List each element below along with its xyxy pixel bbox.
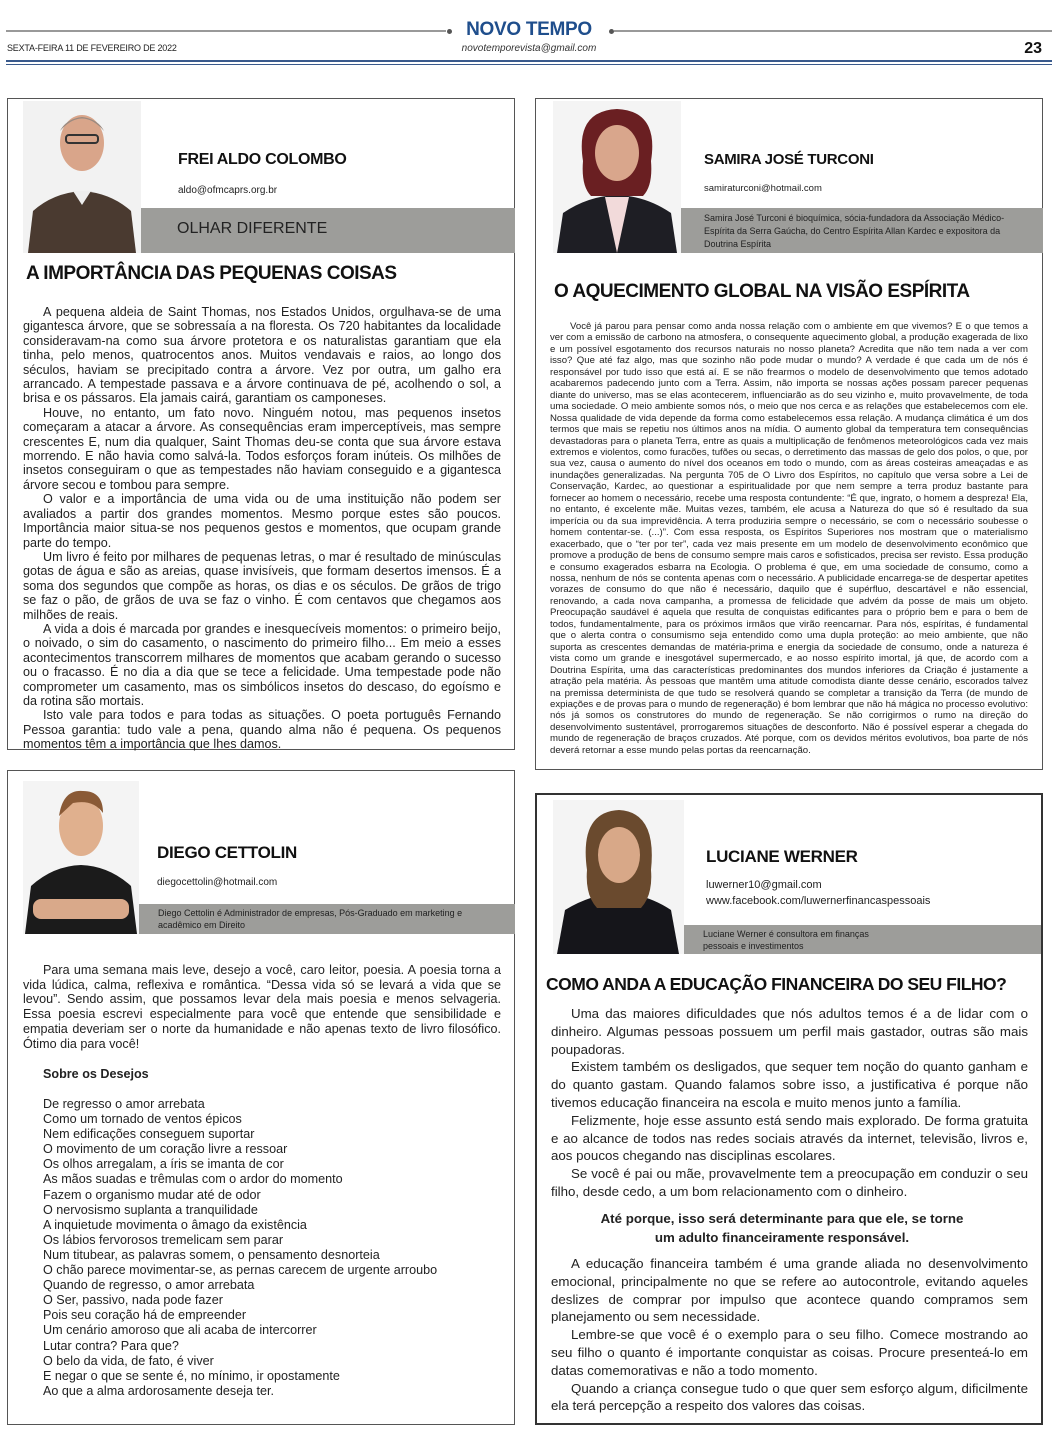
author-email[interactable]: aldo@ofmcaprs.org.br xyxy=(178,185,278,196)
headline: A IMPORTÂNCIA DAS PEQUENAS COISAS xyxy=(26,263,397,284)
poem-line: Como um tornado de ventos épicos xyxy=(43,1112,242,1127)
article-intro xyxy=(23,963,501,1051)
pull-quote: Até porque, isso será determinante para que ele, se torne um adulto financeiramente responsável. xyxy=(600,1211,964,1245)
article-samira xyxy=(535,98,1043,770)
issue-date: SEXTA-FEIRA 11 DE FEVEREIRO DE 2022 xyxy=(7,43,177,53)
man-portrait-icon xyxy=(23,781,139,934)
poem-line: Ao que a alma ardorosamente deseja ter. xyxy=(43,1383,275,1398)
bio-bar xyxy=(138,904,515,934)
author-name: SAMIRA JOSÉ TURCONI xyxy=(704,151,874,168)
poem-line: Quando de regresso, o amor arrebata xyxy=(43,1278,255,1293)
poem-line: O movimento de um coração livre a ressoar xyxy=(43,1142,288,1157)
poem xyxy=(43,1097,503,1399)
author-bio: Samira José Turconi é bioquímica, sócia-fundadora da Associação Médico-Espírita da Serra Gaúcha, do Centro Espírita Allan Kardec e expositora da Doutrina Espírita xyxy=(704,213,1005,249)
paragraph: Se você é pai ou mãe, provavelmente tem a preocupação em conduzir o seu filho, desde cedo, a um bom relacionamento com o dinheiro. xyxy=(551,1166,1028,1199)
header-double-rule xyxy=(6,60,1052,65)
column-name: OLHAR DIFERENTE xyxy=(177,220,328,237)
paragraph: Lembre-se que você é o exemplo para o seu filho. Comece mostrando ao seu filho o quanto é importante conquistar as coisas. Procure presenteá-lo em datas comemorativas e não a todo momento. xyxy=(551,1327,1028,1378)
paragraph: A educação financeira também é uma grande aliada no desenvolvimento emocional, principalmente no que se refere ao autocontrole, evitando aqueles deslizes de comprar por impulso que acontece quando compramos sem planejamento ou sem necessidade. xyxy=(551,1256,1028,1325)
paragraph: A vida a dois é marcada por grandes e inesquecíveis momentos: o primeiro beijo, o noivado, o sim do casamento, o nascimento do primeiro filho... Em meio a esses acontecimentos transcorrem milhares de momentos que acabam gerando o sucesso ou o fracasso. É no dia a dia que se tece a felicidade. Uma tempestade pode não comprometer um casamento, mas os simbólicos insetos do descaso, do egoísmo e da rotina são mortais. xyxy=(23,621,501,708)
poem-line: E negar o que se sente é, no mínimo, ir opostamente xyxy=(43,1368,340,1383)
poem-line: Num titubear, as palavras somem, o pensamento desnorteia xyxy=(43,1247,380,1262)
paragraph: Existem também os desligados, que sequer tem noção do quanto ganham e do quanto gastam. Quando falamos sobre isso, a justificativa é porque não tivemos educação financeira na escola e muito menos junto a família. xyxy=(551,1059,1028,1110)
poem-line: O Ser, passivo, nada pode fazer xyxy=(43,1293,223,1308)
poem-line: Lutar contra? Para que? xyxy=(43,1338,179,1353)
poem-line: As mãos suadas e trêmulas com o ardor do momento xyxy=(43,1172,343,1187)
paragraph: Uma das maiores dificuldades que nós adultos temos é a de lidar com o dinheiro. Algumas pessoas possuem um perfil mais gastador, outras são mais poupadoras. xyxy=(551,1006,1028,1057)
paragraph: Quando a criança consegue tudo o que quer sem esforço algum, dificilmente ela terá percepção a respeito dos valores das coisas. xyxy=(551,1380,1028,1414)
poem-line: O chão parece movimentar-se, as pernas carecem de urgente arroubo xyxy=(43,1263,438,1278)
masthead-title: NOVO TEMPO xyxy=(466,19,592,40)
article-body xyxy=(550,321,1028,756)
poem-line: Um cenário amoroso que ali acaba de intercorrer xyxy=(43,1323,317,1338)
poem-line: Fazem o organismo mudar até de odor xyxy=(43,1187,261,1202)
author-email[interactable]: samiraturconi@hotmail.com xyxy=(704,183,822,194)
author-photo xyxy=(553,101,681,253)
author-bio: Luciane Werner é consultora em finanças pessoais e investimentos xyxy=(703,929,869,951)
poem-line: Os lábios fervorosos tremelicam sem parar xyxy=(43,1232,284,1247)
bio-bar xyxy=(680,208,1043,253)
paragraph: O valor e a importância de uma vida ou de uma instituição não podem ser avaliados a partir dos grandes momentos. Mesmo porque estes são poucos. Importância maior situa-se nos pequenos gestos e momentos, que ocupam grande parte do tempo. xyxy=(23,492,501,550)
article-luciane xyxy=(535,793,1043,1425)
paragraph: Você já parou para pensar como anda nossa relação com o ambiente em que vivemos? E o que temos a ver com a emissão de carbono na atmosfera, o consequente aquecimento global, a produção exagerada de lixo e um possível esgotamento dos recursos naturais no nosso planeta? Acredita que não tem nada a ver com isso? Que até faz algo, mas que sozinho não pode mudar o mundo? A verdade é que cada um de nós é responsável por tudo isso que está aí. E se não frearmos o modelo de desenvolvimento que temos adotado acabaremos padecendo junto com a Terra. Assim, não importa se nossas ações possam parecer pequenas diante do universo, mas se elas acontecerem, influenciarão as do seu vizinho e, muito provavelmente, de toda uma sociedade. O meio ambiente somos nós, o meio que nos cerca e as relações que estabelecemos com ele. Nossa qualidade de vida depende da forma como estabelecemos essa relação. A mudança climática é um dos termos que mais se repetiu nos últimos anos na mídia. O aumento global da temperatura tem consequências devastadoras para o planeta Terra, entre as quais a multiplicação de fenômenos meteorológicos cada vez mais extremos e violentos, como furacões, tufões ou secas, o derretimento das massas de gelo dos polos, o que, por sua vez, causa o aumento do nível dos oceanos em todo o mundo, com as áreas costeiras ameaçadas e as inundações generalizadas. Na pergunta 705 de O Livro dos Espíritos, no capítulo que versa sobre a Lei de Conservação, Kardec, ao questionar a espiritualidade por que nem sempre a terra produz bastante para fornecer ao homem o necessário, recebe uma resposta contundente: “É que, ingrato, o homem a despreza! Ela, no entanto, é excelente mãe. Muitas vezes, também, ele acusa a Natureza do que só é resultado da sua imperícia ou da sua imprevidência. A terra produziria sempre o necessário, se com o necessário soubesse o homem contentar-se. (...)”. Com essa resposta, os Espíritos Superiores nos mostram que o materialismo exacerbado, que o “ter por ter”, cada vez mais presente em um modelo de desenvolvimento econômico que promove a produção de bens de consumo sempre mais caros e sofisticados, precisa ser revisto. Essa produção e consumo exagerados esbarra na Ecologia. O problema é que, em uma sociedade de consumo, como a nossa, nenhum de nós se contenta apenas com o necessário. A publicidade encarrega-se de despertar apetites vorazes de consumo do que não é necessário, daquilo que é supérfluo, descartável e não essencial, renovando, a cada nova campanha, a promessa de felicidade que advém da posse de mais um objeto. Preocupação saudável é aquela que resulta de conquistas edificantes para o próprio bem e para o bem de todos, fundamentalmente, para os próximos irmãos que virão reencarnar. Para nós, espíritas, é fundamental que o alerta contra o consumismo seja entendido como uma dupla proteção: ao meio ambiente, que não suporta as crescentes demandas de matéria-prima e energia da sociedade de consumo, onde a natureza é vista como um grande e inesgotável supermercado, e ao nosso espírito imortal, já que, de acordo com a Doutrina Espírita, uma das características predominantes dos mundos inferiores da Criação é justamente a atração pela matéria. Às pessoas que mantêm uma atitude comodista diante desse cenário, escorados talvez na premissa determinista de que tudo se resolverá quando se completar a transição da Terra (de mundo de expiações e de provas para o mundo de regeneração) é bom lembrar que não há mágica no processo evolutivo: nós já somos os construtores do mundo de regeneração. Se não corrigirmos o rumo na direção do desenvolvimento sustentável, prorrogaremos situações de desconforto. Não é possível esperar a chegada do mundo de regeneração de braços cruzados. Até porque, com os devidos méritos evolutivos, boa parte de nós deverá retornar a esse mundo pelas portas da reencarnação. xyxy=(550,321,1028,756)
header-rule-right xyxy=(614,30,1052,32)
article-body-continued xyxy=(551,1255,1028,1415)
headline: O AQUECIMENTO GLOBAL NA VISÃO ESPÍRITA xyxy=(554,281,970,302)
poem-title: Sobre os Desejos xyxy=(43,1067,149,1081)
poem-line: De regresso o amor arrebata xyxy=(43,1097,205,1111)
author-photo xyxy=(553,800,684,954)
woman-portrait-icon xyxy=(553,800,684,954)
article-body xyxy=(23,305,501,752)
article-body xyxy=(551,1005,1028,1201)
bio-bar xyxy=(683,925,1041,954)
author-name: DIEGO CETTOLIN xyxy=(157,843,297,862)
paragraph: Houve, no entanto, um fato novo. Ninguém notou, mas pequenos insetos começaram a atacar a árvore. As consequências eram imperceptíveis, mas sempre crescentes E, num dia qualquer, Saint Thomas deu-se conta que sua árvore estava morrendo. E não havia como salvá-la. Todos esforços foram inúteis. Os milhões de insetos conseguiram o que as tempestades não haviam conseguido e a gigantesca árvore secou e tombou para sempre. xyxy=(23,405,501,492)
poem-line: A inquietude movimenta o âmago da existência xyxy=(43,1217,307,1232)
poem-line: O belo da vida, de fato, é viver xyxy=(43,1353,214,1368)
header-email: novotemporevista@gmail.com xyxy=(461,43,597,54)
headline: COMO ANDA A EDUCAÇÃO FINANCEIRA DO SEU FILHO? xyxy=(546,974,1007,994)
man-portrait-icon xyxy=(23,101,141,253)
page-number: 23 xyxy=(1024,40,1042,57)
author-name: LUCIANE WERNER xyxy=(706,847,858,866)
author-facebook-link[interactable]: www.facebook.com/luwernerfinancaspessoais xyxy=(706,895,931,907)
poem-line: Nem edificações conseguem suportar xyxy=(43,1127,255,1142)
paragraph: A pequena aldeia de Saint Thomas, nos Estados Unidos, orgulhava-se de uma gigantesca árvore, que se sobressaía a na floresta. Os 720 habitantes da localidade consideravam-na como sua árvore protetora e os naturalistas garantiam que ela tinha, pelo menos, quatrocentos anos. Muitos vendavais e raios, ao longo dos séculos, haviam se precipitado contra a árvore. Vez por outra, um galho era arrancado. A tempestade passava e a árvore continuava de pé, acolhendo o sol, a brisa e os pássaros. Ela jamais cairá, garantiam os camponeses. xyxy=(23,305,501,406)
author-photo xyxy=(23,781,139,934)
author-bio: Diego Cettolin é Administrador de empresas, Pós-Graduado em marketing e acadêmico em Direito xyxy=(158,908,463,930)
author-email[interactable]: diegocettolin@hotmail.com xyxy=(157,877,278,888)
paragraph: Felizmente, hoje esse assunto está sendo mais explorado. De forma gratuita e ao alcance de todos nas redes sociais através da internet, televisão, livros e, aos poucos chegando nas disciplinas escolares. xyxy=(551,1112,1028,1164)
author-name: FREI ALDO COLOMBO xyxy=(178,151,347,168)
paragraph: Isto vale para todos e para todas as situações. O poeta português Fernando Pessoa garantia: tudo vale a pena, quando alma não é pequena. Os pequenos momentos têm a importância que lhes damos. xyxy=(23,708,501,752)
author-email[interactable]: luwerner10@gmail.com xyxy=(706,879,822,891)
column-bar xyxy=(140,208,515,253)
woman-portrait-icon xyxy=(553,101,681,253)
paragraph: Para uma semana mais leve, desejo a você, caro leitor, poesia. A poesia torna a vida lúdica, calma, reflexiva e romântica. “Dessa vida só se levará a vida que se levou”. Sendo assim, que possamos levar dela mais poesia e menos selvageria. Essa poesia escrevi especialmente para você que entende que sensibilidade e empatia deveriam ser o norte da humanidade e não apenas texto de livro filosófico. Ótimo dia para você! xyxy=(23,963,501,1051)
poem-line: Pois seu coração há de empreender xyxy=(43,1308,247,1323)
article-diego xyxy=(7,770,515,1425)
poem-line: Os olhos arregalam, a íris se imanta de cor xyxy=(43,1157,284,1172)
paragraph: Um livro é feito por milhares de pequenas letras, o mar é resultado de minúsculas gotas de água e são as areias, quase invisíveis, que formam desertos imensos. É a soma dos segundos que compõe as horas, os dias e os séculos. De grãos de trigo se faz o pão, de grãos de uva se faz o vinho. É com centavos que chegamos aos milhões de reais. xyxy=(23,549,501,622)
poem-line: O nervosismo suplanta a tranquilidade xyxy=(43,1202,258,1217)
article-frei-aldo xyxy=(7,98,515,750)
author-photo xyxy=(23,101,141,253)
